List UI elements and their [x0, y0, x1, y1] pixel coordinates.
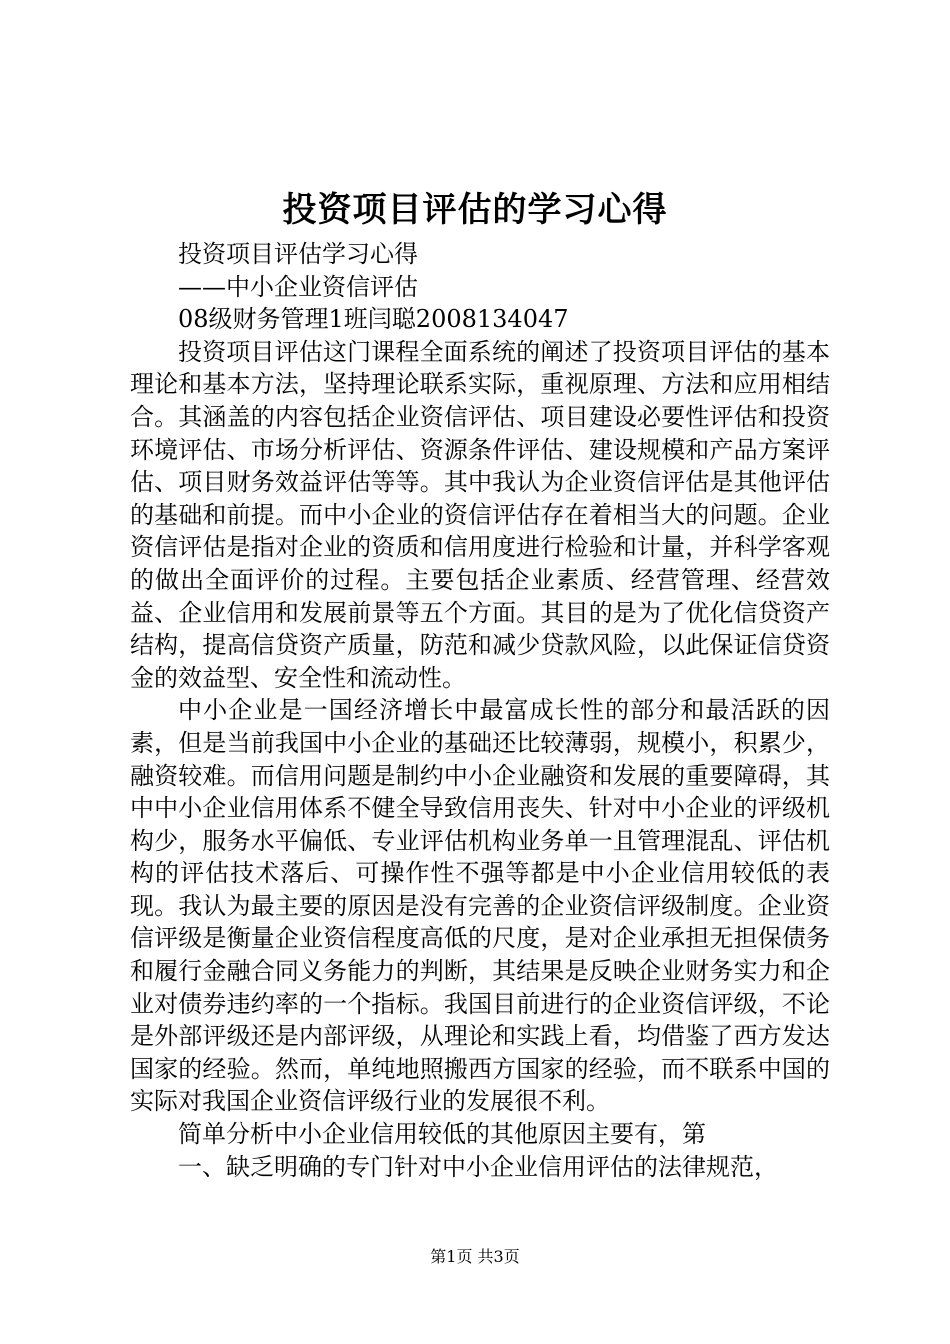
body-paragraph: 一、缺乏明确的专门针对中小企业信用评估的法律规范，: [178, 1152, 778, 1181]
page-footer: 第1页 共3页: [430, 1247, 520, 1266]
body-paragraph: 投资项目评估这门课程全面系统的阐述了投资项目评估的基本理论和基本方法，坚持理论联系实际，重视原理、方法和应用相结合。其涵盖的内容包括企业资信评估、项目建设必要性评估和投资环境评估、市场分析评估、资源条件评估、建设规模和产品方案评估、项目财务效益评估等等。其中我认为企业资信评估是其他评估的基础和前提。而中小企业的资信评估存在着相当大的问题。企业资信评估是指对企业的资质和信用度进行检验和计量，并科学客观的做出全面评价的过程。主要包括企业素质、经营管理、经营效益、企业信用和发展前景等五个方面。其目的是为了优化信贷资产结构，提高信贷资产质量，防范和减少贷款风险，以此保证信贷资金的效益型、安全性和流动性。: [130, 337, 830, 692]
body-paragraph: 简单分析中小企业信用较低的其他原因主要有，第: [178, 1120, 706, 1149]
author-line: 08级财务管理1班闫聪2008134047: [178, 305, 569, 334]
subtitle-line: 投资项目评估学习心得: [178, 240, 418, 268]
document-title: 投资项目评估的学习心得: [282, 190, 668, 230]
document-body: [130, 238, 830, 1183]
body-paragraph: 中小企业是一国经济增长中最富成长性的部分和最活跃的因素，但是当前我国中小企业的基础还比较薄弱，规模小，积累少，融资较难。而信用问题是制约中小企业融资和发展的重要障碍，其中中小企业信用体系不健全导致信用丧失、针对中小企业的评级机构少，服务水平偏低、专业评估机构业务单一且管理混乱、评估机构的评估技术落后、可操作性不强等都是中小企业信用较低的表现。我认为最主要的原因是没有完善的企业资信评级制度。企业资信评级是衡量企业资信程度高低的尺度，是对企业承担无担保债务和履行金融合同义务能力的判断，其结果是反映企业财务实力和企业对债券违约率的一个指标。我国目前进行的企业资信评级，不论是外部评级还是内部评级，从理论和实践上看，均借鉴了西方发达国家的经验。然而，单纯地照搬西方国家的经验，而不联系中国的实际对我国企业资信评级行业的发展很不利。: [130, 696, 830, 1116]
subtitle-line: ——中小企业资信评估: [178, 272, 418, 301]
